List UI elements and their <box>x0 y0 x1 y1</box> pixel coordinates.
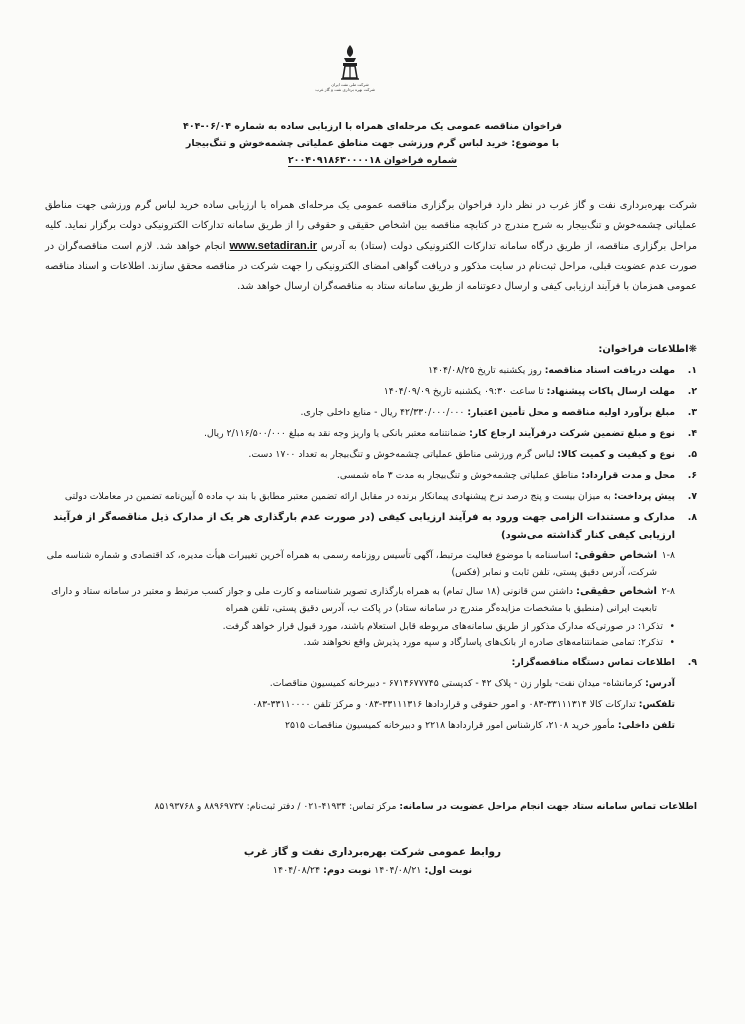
signature-block <box>0 842 745 880</box>
setad-contact-line: اطلاعات تماس سامانه ستاد جهت انجام مراحل عضویت در سامانه: مرکز تماس: ۴۱۹۳۴-۰۲۱ / دفتر ثبت‌نام: ۸۸۹۶۹۷۳۷ و ۸۵۱۹۳۷۶۸ <box>154 801 697 812</box>
note-1: • تذکر۱: در صورتی‌که مدارک مذکور از طریق سامانه‌های مربوطه قابل استعلام باشند، مورد قبول قرار خواهد گرفت. <box>40 619 675 635</box>
logo-caption-2: شرکت بهره برداری نفت و گاز غرب <box>315 87 375 92</box>
document-header <box>60 118 685 169</box>
natural-persons-requirement: ۲-۸ اشخاص حقیقی: داشتن سن قانونی (۱۸ سال تمام) به همراه بارگذاری تصویر شناسنامه و کارت ملی و جواز کسب مرتبط و معتبر در سامانه ستاد و دارای تابعیت ایرانی (منطبق با مشخصات مزایده‌گر مندرج در سامانه ستاد) در پاکت ب، آدرس دقیق پستی، تلفن همراه <box>51 586 675 614</box>
legal-entities-requirement: ۱-۸ اشخاص حقوقی: اساسنامه با موضوع فعالیت مرتبط، آگهی تأسیس روزنامه رسمی به همراه آخرین تغییرات هیأت مدیره، کد اقتصادی و شماره شناسه ملی شرکت، آدرس دقیق پستی، تلفن ثابت و نمابر (فکس) <box>46 550 675 578</box>
fax-line: تلفکس: تدارکات کالا ۳۳۱۱۱۳۱۴-۰۸۳ و امور حقوقی و قراردادها ۳۳۱۱۱۳۱۶-۰۸۳ و مرکز تلفن ۳۳۱۱۰۰۰۰-۰۸۳ <box>252 699 675 710</box>
required-documents-item: ۸. مدارک و مستندات الزامی جهت ورود به فرآیند ارزیابی کیفی (در صورت عدم بارگذاری هر یک از مدارک ذیل مناقصه‌گر از فرآیند ارزیابی کیفی کنار گذاشته می‌شود) ۱-۸ اشخاص حقوقی: اساسنامه با موضوع فعالیت مرتبط، آگهی تأسیس روزنامه رسمی به همراه آخرین تغییرات هیأت مدیره، کد اقتصادی و شماره شناسه ملی شرکت، آدرس دقیق پستی، تلفن ثابت و نمابر (فکس) ۲-۸ اشخاص حقیقی: داشتن سن قانونی (۱۸ سال تمام) به همراه بارگذاری تصویر شناسنامه و کارت ملی و جواز کسب مرتبط و معتبر در سامانه ستاد و دارای تابعیت ایرانی (منطبق با مشخصات مزایده‌گر مندرج در سامانه ستاد) در پاکت ب، آدرس دقیق پستی، تلفن همراه • تذکر۱: در صورتی‌که مدارک مذکور از طریق سامانه‌های مربوطه قابل استعلام باشند، مورد قبول قرار خواهد گرفت. • تذکر۲: تمامی ضمانتنامه‌های صادره از بانک‌های پاسارگاد و سپه مورد پذیرش واقع نخواهند شد. <box>40 509 697 651</box>
note-2: • تذکر۲: تمامی ضمانتنامه‌های صادره از بانک‌های پاسارگاد و سپه مورد پذیرش واقع نخواهند شد. <box>40 635 675 651</box>
oil-flame-emblem-icon <box>335 42 365 82</box>
list-item: ۲. مهلت ارسال پاکات پیشنهاد: تا ساعت ۰۹:۳۰ یکشنبه تاریخ ۱۴۰۴/۰۹/۰۹ <box>383 386 697 397</box>
list-item: ۴. نوع و مبلغ تضمین شرکت درفرآیند ارجاع کار: ضمانتنامه معتبر بانکی یا واریز وجه نقد به مبلغ ۲/۱۱۶/۵۰۰/۰۰۰ ریال. <box>203 428 697 439</box>
contact-info-item: ۹. اطلاعات تماس دستگاه مناقصه‌گزار: آدرس: کرمانشاه- میدان نفت- بلوار زن - پلاک ۴۲ - کدپستی ۶۷۱۴۶۷۷۷۴۵ - دبیرخانه کمیسیون مناقصات. تلفکس: تدارکات کالا ۳۳۱۱۱۳۱۴-۰۸۳ و امور حقوقی و قراردادها ۳۳۱۱۱۳۱۶-۰۸۳ و مرکز تلفن ۳۳۱۱۰۰۰۰-۰۸۳ تلفن داخلی: مأمور خرید ۲۱۰۸، کارشناس امور قراردادها ۲۲۱۸ و دبیرخانه کمیسیون مناقصات ۲۵۱۵ <box>40 654 697 735</box>
list-item: ۱. مهلت دریافت اسناد مناقصه: روز یکشنبه تاریخ ۱۴۰۴/۰۸/۲۵ <box>428 365 697 376</box>
tender-info-list <box>40 362 697 738</box>
tender-number: شماره فراخوان ۲۰۰۴۰۹۱۸۶۳۰۰۰۰۱۸ <box>287 155 458 166</box>
logo-caption-1: شرکت ملی نفت ایران <box>331 82 369 87</box>
list-item: ۷. پیش پرداخت: به میزان بیست و پنج درصد نرخ پیشنهادی پیمانکار برنده در مقابل ارائه تضمین معتبر مطابق با بند پ ماده ۵ آیین‌نامه تضمین در معاملات دولتی <box>64 491 697 502</box>
tender-title: فراخوان مناقصه عمومی یک مرحله‌ای همراه با ارزیابی ساده به شماره ۰۶/۰۴-۴۰۴ <box>183 121 562 132</box>
public-relations-signature: روابط عمومی شرکت بهره‌برداری نفت و گاز غرب <box>243 846 502 858</box>
setad-website-link[interactable]: www.setadiran.ir <box>229 240 318 252</box>
list-item: ۳. مبلغ برآورد اولیه مناقصه و محل تأمین اعتبار: ۴۲/۳۳۰/۰۰۰/۰۰۰ ریال - منابع داخلی جاری. <box>300 407 697 418</box>
tender-subject: با موضوع: خرید لباس گرم ورزشی جهت مناطق عملیاتی چشمه‌خوش و تنگ‌بیجار <box>185 138 560 149</box>
company-logo <box>315 42 375 104</box>
address-line: آدرس: کرمانشاه- میدان نفت- بلوار زن - پلاک ۴۲ - کدپستی ۶۷۱۴۶۷۷۷۴۵ - دبیرخانه کمیسیون مناقصات. <box>269 678 675 689</box>
list-item: ۶. محل و مدت قرارداد: مناطق عملیاتی چشمه‌خوش و تنگ‌بیجار به مدت ۳ ماه شمسی. <box>336 470 697 481</box>
internal-phone-line: تلفن داخلی: مأمور خرید ۲۱۰۸، کارشناس امور قراردادها ۲۲۱۸ و دبیرخانه کمیسیون مناقصات ۲۵۱۵ <box>285 720 675 731</box>
publication-dates: نوبت اول: ۱۴۰۴/۰۸/۲۱ نوبت دوم: ۱۴۰۴/۰۸/۲۴ <box>272 865 473 876</box>
list-item: ۵. نوع و کیفیت و کمیت کالا: لباس گرم ورزشی مناطق عملیاتی چشمه‌خوش و تنگ‌بیجار به تعداد ۱۷۰۰ دست. <box>248 449 697 460</box>
section-heading: ❋اطلاعات فراخوان: <box>598 344 697 355</box>
intro-paragraph: شرکت بهره‌برداری نفت و گاز غرب در نظر دارد فراخوان برگزاری مناقصه عمومی یک مرحله‌ای همراه با ارزیابی ساده خرید لباس گرم ورزشی جهت مناطق عملیاتی چشمه‌خوش و تنگ‌بیجار به شرح مندرج در کتابچه مناقصه بین اشخاص حقیقی و حقوقی را از طریق سامانه تدارکات الکترونیکی دولت برگزار نماید. کلیه مراحل برگزاری مناقصه، از طریق درگاه سامانه تدارکات الکترونیکی دولت (ستاد) به آدرس www.setadiran.ir انجام خواهد شد. لازم است مناقصه‌گران در صورت عدم عضویت قبلی، مراحل ثبت‌نام در سایت مذکور و دریافت گواهی امضای الکترونیکی را جهت شرکت در مناقصه محقق سازند. اطلاعات و اسناد مناقصه عمومی همزمان با فرآیند ارزیابی کیفی و ارسال دعوتنامه از طریق سامانه ستاد به مناقصه‌گران ارسال خواهد شد. <box>45 200 697 292</box>
